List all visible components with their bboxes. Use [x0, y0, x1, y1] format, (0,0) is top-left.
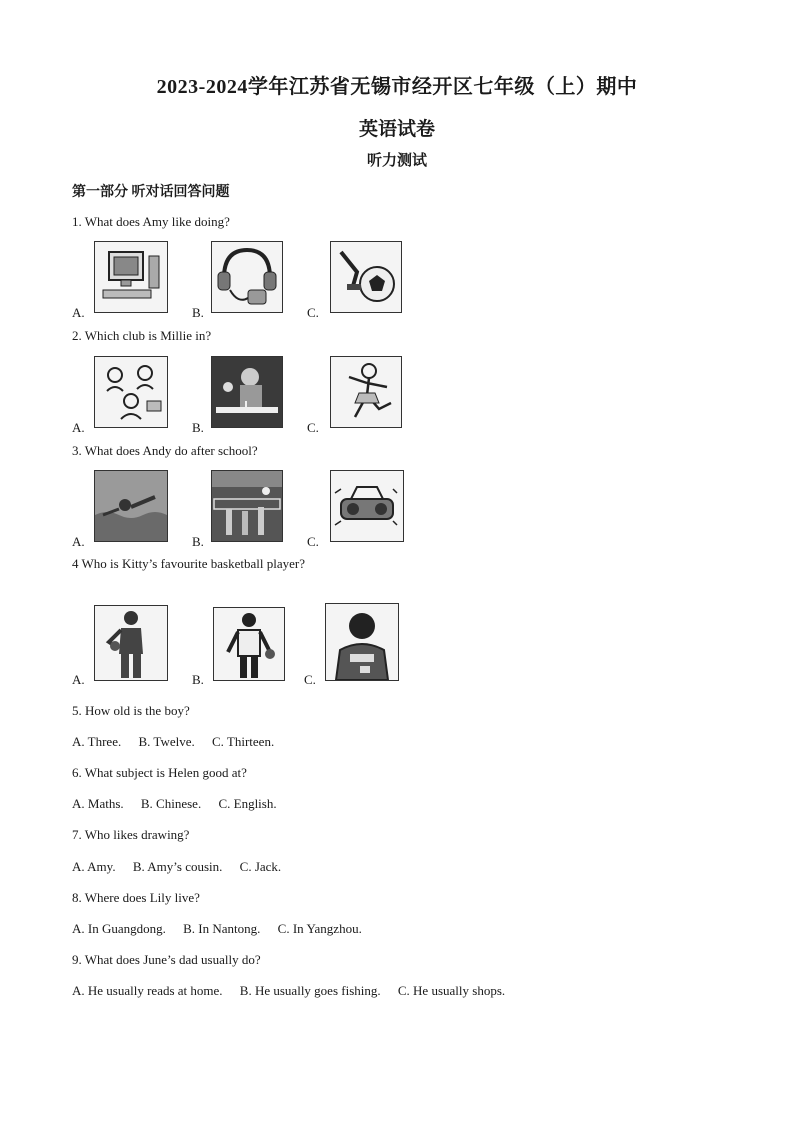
option-b: B. Twelve.: [138, 734, 195, 749]
basketball-player-c-icon: [325, 603, 399, 681]
children-drawing-icon: [94, 356, 168, 428]
volleyball-icon: [211, 470, 283, 542]
basketball-player-a-icon: [94, 605, 168, 681]
option-letter: C.: [307, 305, 319, 320]
option-letter: B.: [192, 672, 204, 687]
options-row: [72, 859, 295, 875]
option-letter: A.: [72, 305, 85, 320]
option-letter: B.: [192, 534, 204, 549]
option-letter: A.: [72, 534, 85, 549]
swimming-icon: [94, 470, 168, 542]
radio-icon: [330, 470, 404, 542]
option-letter: A.: [72, 672, 85, 687]
exam-title: 2023-2024学年江苏省无锡市经开区七年级（上）期中: [156, 76, 638, 98]
part-heading: 第一部分 听对话回答问题: [72, 185, 230, 200]
dancing-girl-icon: [330, 356, 402, 428]
option-c: C. He usually shops.: [397, 983, 506, 998]
headphones-icon: [211, 241, 283, 313]
question-3: 3. What does Andy do after school?: [72, 443, 258, 458]
option-b: B. Amy’s cousin.: [132, 859, 223, 874]
option-letter: B.: [192, 420, 204, 435]
question-6: 6. What subject is Helen good at?: [72, 765, 247, 780]
option-b: B. Chinese.: [140, 796, 202, 811]
section-title: 听力测试: [366, 153, 427, 169]
option-b: B. He usually goes fishing.: [239, 983, 381, 998]
exam-subtitle: 英语试卷: [358, 119, 435, 140]
options-row: [72, 734, 288, 750]
option-a: A. In Guangdong.: [72, 921, 166, 936]
question-2: 2. Which club is Millie in?: [72, 328, 212, 343]
table-tennis-icon: [211, 356, 283, 428]
option-letter: C.: [307, 420, 319, 435]
football-icon: [330, 241, 402, 313]
option-c: C. In Yangzhou.: [277, 921, 362, 936]
question-8: 8. Where does Lily live?: [72, 890, 200, 905]
option-c: C. Thirteen.: [211, 734, 275, 749]
question-4: 4 Who is Kitty’s favourite basketball player?: [72, 556, 305, 571]
options-row: [72, 921, 376, 937]
option-c: C. Jack.: [239, 859, 282, 874]
question-1: 1. What does Amy like doing?: [72, 214, 230, 229]
option-a: A. Amy.: [72, 859, 116, 874]
options-row: [72, 983, 519, 999]
computer-icon: [94, 241, 168, 313]
question-7: 7. Who likes drawing?: [72, 827, 190, 842]
option-letter: C.: [307, 534, 319, 549]
option-a: A. He usually reads at home.: [72, 983, 223, 998]
basketball-player-b-icon: [213, 607, 285, 681]
option-letter: B.: [192, 305, 204, 320]
option-letter: C.: [304, 672, 316, 687]
option-c: C. English.: [218, 796, 277, 811]
option-a: A. Maths.: [72, 796, 124, 811]
options-row: [72, 796, 291, 812]
question-9: 9. What does June’s dad usually do?: [72, 952, 261, 967]
option-letter: A.: [72, 420, 85, 435]
question-5: 5. How old is the boy?: [72, 703, 190, 718]
option-a: A. Three.: [72, 734, 122, 749]
option-b: B. In Nantong.: [183, 921, 261, 936]
